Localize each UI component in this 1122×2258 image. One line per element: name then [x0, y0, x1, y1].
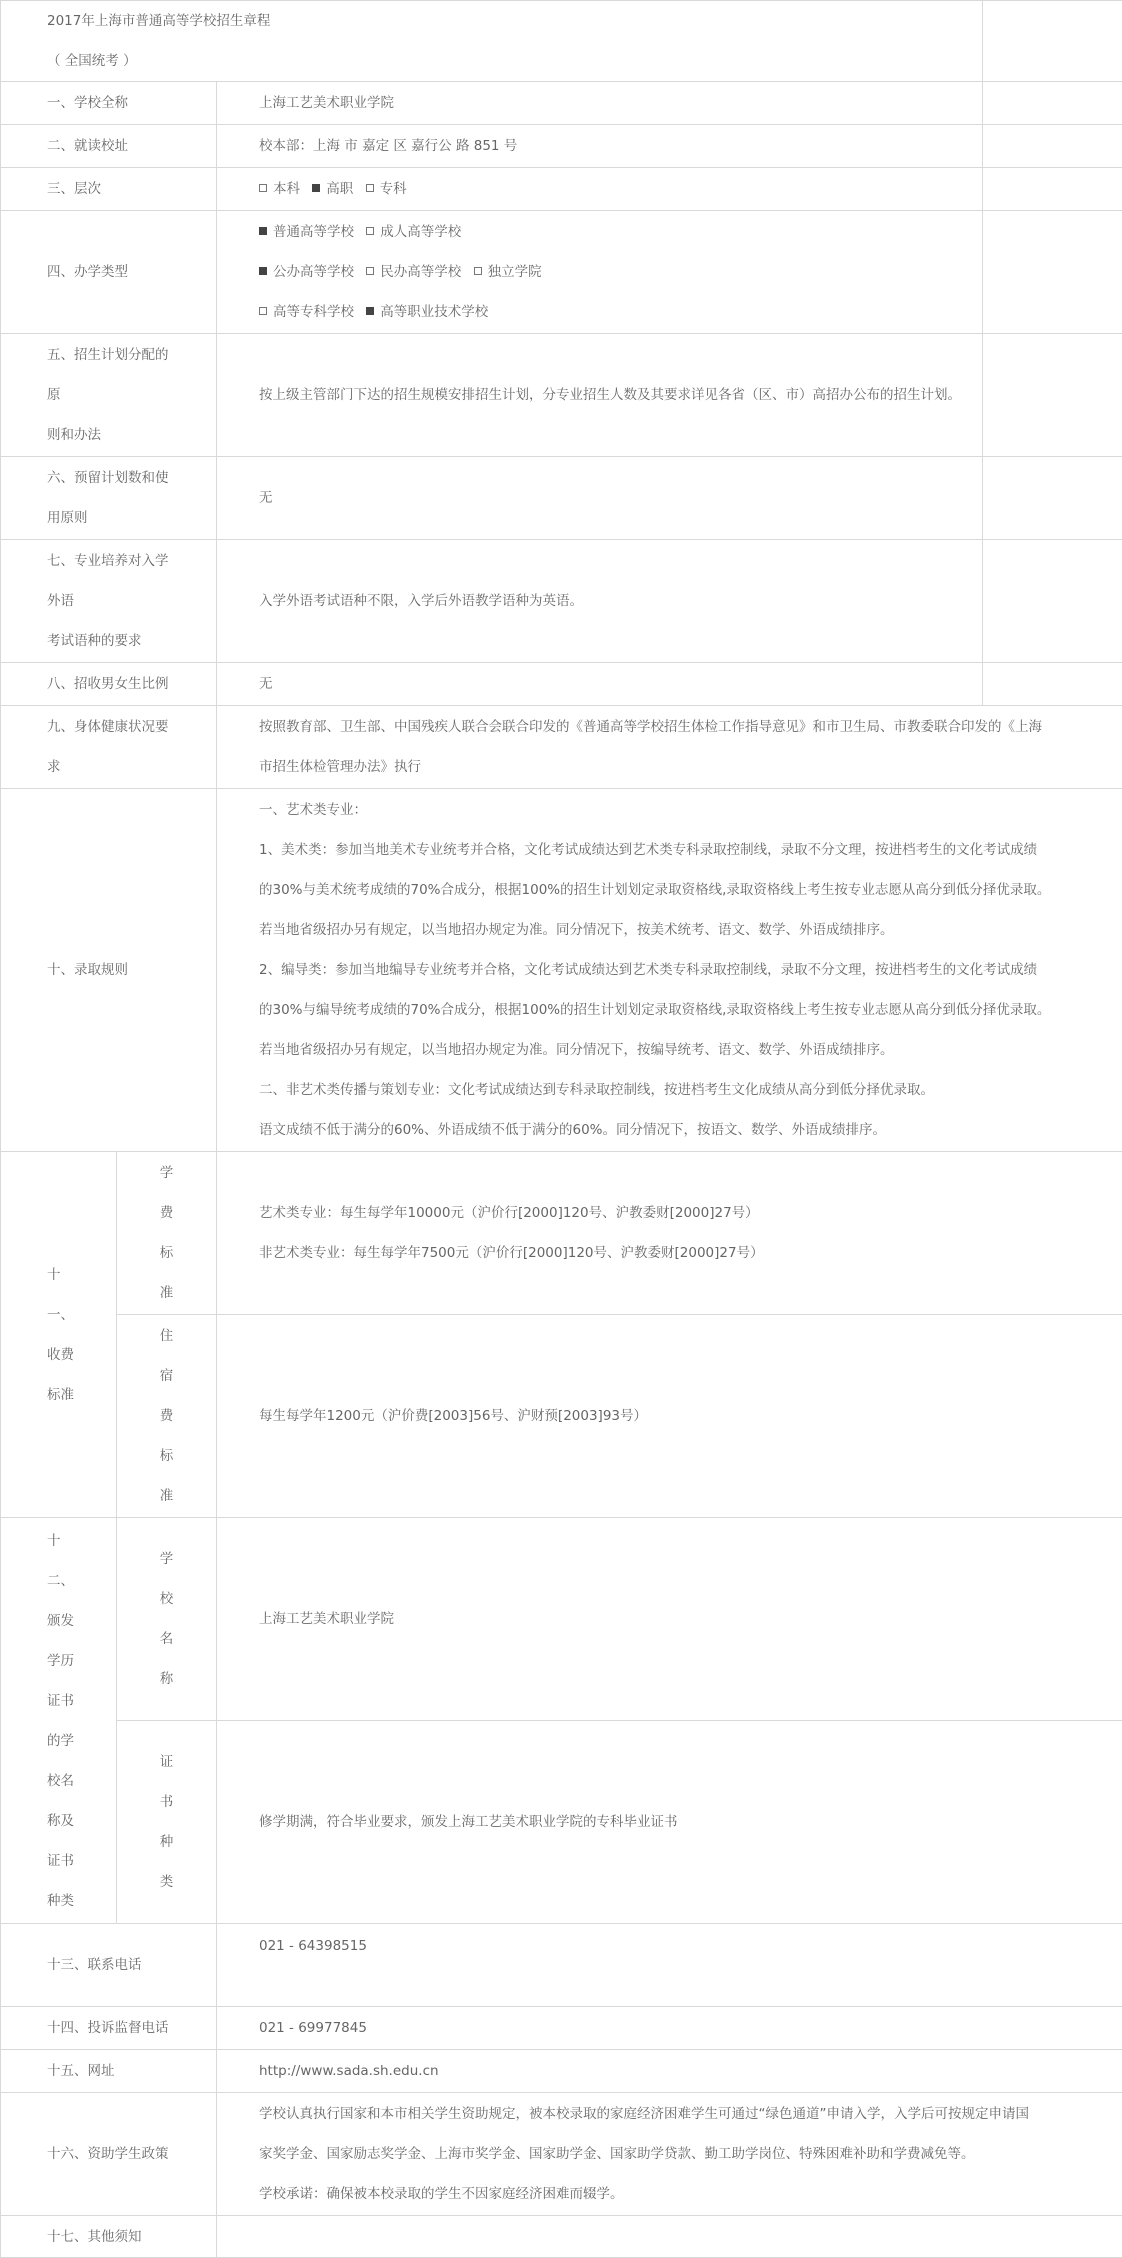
label-line: 证书 — [47, 1692, 74, 1709]
header-cell — [1, 1, 983, 82]
label-line: 原 — [47, 387, 61, 403]
row-label — [1, 334, 217, 457]
margin-cell — [983, 168, 1122, 211]
checkbox-icon — [366, 227, 374, 235]
checkbox-icon — [366, 267, 374, 275]
row-student-aid — [1, 2093, 1122, 2216]
margin-cell — [983, 334, 1122, 457]
website-link[interactable]: http://www.sada.sh.edu.cn — [217, 2050, 1122, 2093]
label-line: 标准 — [47, 1386, 74, 1403]
row-label — [1, 457, 217, 540]
language-requirement-value: 入学外语考试语种不限，入学后外语教学语种为英语。 — [217, 540, 983, 663]
label-char: 宿 — [159, 1368, 174, 1384]
row-label — [1, 1152, 117, 1518]
margin-cell — [983, 82, 1122, 125]
row-label: 十六、资助学生政策 — [1, 2093, 217, 2216]
label-line: 则和办法 — [47, 427, 101, 443]
label-line: 种类 — [47, 1892, 74, 1909]
text-line: 若当地省级招办另有规定，以当地招办规定为准。同分情况下，按美术统考、语文、数学、外语成绩排序。 — [259, 922, 894, 938]
label-line: 求 — [47, 759, 61, 775]
text-line: 1、美术类：参加当地美术专业统考并合格，文化考试成绩达到艺术类专科录取控制线，录取不分文理，按进档考生的文化考试成绩 — [259, 842, 1038, 858]
text-line: 2、编导类：参加当地编导专业统考并合格，文化考试成绩达到艺术类专科录取控制线，录取不分文理，按进档考生的文化考试成绩 — [259, 962, 1038, 978]
option-line — [259, 252, 982, 292]
row-label: 二、就读校址 — [1, 125, 217, 168]
row-fee-accommodation — [1, 1315, 1122, 1518]
plan-allocation-value: 按上级主管部门下达的招生规模安排招生计划，分专业招生人数及其要求详见各省（区、市）高招办公布的招生计划。 — [217, 334, 983, 457]
row-label: 八、招收男女生比例 — [1, 663, 217, 706]
option-label: 独立学院 — [487, 264, 542, 280]
row-label — [1, 706, 217, 789]
certificate-school-value: 上海工艺美术职业学院 — [217, 1518, 1122, 1721]
label-line: 的学 — [47, 1732, 74, 1749]
option-label: 高职 — [326, 181, 354, 197]
text-line: 市招生体检管理办法》执行 — [259, 759, 421, 775]
option-label: 成人高等学校 — [380, 224, 462, 240]
label-char: 称 — [159, 1671, 174, 1687]
label-char: 书 — [159, 1794, 174, 1810]
text-line: 艺术类专业：每生每学年10000元（沪价行[2000]120号、沪教委财[2000]27号） — [259, 1205, 759, 1221]
option-label: 普通高等学校 — [273, 224, 354, 240]
checkbox-option — [366, 181, 407, 197]
text-line: 的30%与编导统考成绩的70%合成分，根据100%的招生计划划定录取资格线,录取资格线上考生按专业志愿从高分到低分择优录取。 — [259, 1002, 1051, 1018]
row-label: 十三、联系电话 — [1, 1924, 217, 2007]
margin-cell — [983, 457, 1122, 540]
checkbox-icon — [259, 184, 267, 192]
row-label: 十四、投诉监督电话 — [1, 2007, 217, 2050]
text-line: 按照教育部、卫生部、中国残疾人联合会联合印发的《普通高等学校招生体检工作指导意见》和市卫生局、市教委联合印发的《上海 — [259, 719, 1042, 735]
row-certificate-type — [1, 1721, 1122, 1924]
checkbox-option — [312, 181, 353, 197]
row-label — [1, 540, 217, 663]
certificate-type-value: 修学期满，符合毕业要求，颁发上海工艺美术职业学院的专科毕业证书 — [217, 1721, 1122, 1924]
row-admission-rules — [1, 789, 1122, 1152]
row-label: 十七、其他须知 — [1, 2216, 217, 2258]
document-subtitle: （ 全国统考 ） — [47, 53, 137, 69]
label-line: 颁发 — [47, 1612, 74, 1629]
label-char: 证 — [159, 1754, 174, 1770]
label-char: 类 — [159, 1874, 174, 1890]
row-gender-ratio — [1, 663, 1122, 706]
margin-cell — [983, 1, 1122, 82]
admission-rules-value — [217, 789, 1122, 1152]
label-line: 六、预留计划数和使 — [47, 470, 169, 486]
checkbox-option — [366, 304, 488, 320]
row-complaint-phone — [1, 2007, 1122, 2050]
contact-phone-value: 021 - 64398515 — [217, 1924, 1122, 2007]
option-line — [259, 292, 982, 332]
option-label: 公办高等学校 — [273, 264, 354, 280]
row-other-notes — [1, 2216, 1122, 2258]
row-label: 三、层次 — [1, 168, 217, 211]
option-label: 高等专科学校 — [273, 304, 354, 320]
option-label: 本科 — [273, 181, 300, 197]
row-contact-phone — [1, 1924, 1122, 2007]
label-line: 一、 — [47, 1306, 74, 1323]
row-school-type — [1, 211, 1122, 334]
margin-cell — [983, 125, 1122, 168]
row-language-requirement — [1, 540, 1122, 663]
gender-ratio-value: 无 — [217, 663, 983, 706]
checkbox-option — [474, 264, 542, 280]
label-line: 九、身体健康状况要 — [47, 719, 169, 735]
label-line: 称及 — [47, 1812, 74, 1829]
label-char: 费 — [159, 1408, 174, 1424]
label-line: 七、专业培养对入学 — [47, 553, 169, 569]
sub-label-accommodation — [117, 1315, 217, 1518]
label-line: 二、 — [47, 1572, 74, 1589]
row-health-requirement — [1, 706, 1122, 789]
label-char: 学 — [159, 1165, 174, 1181]
label-char: 名 — [159, 1631, 174, 1647]
checkbox-checked-icon — [366, 307, 374, 315]
checkbox-option — [366, 224, 461, 240]
checkbox-icon — [366, 184, 374, 192]
campus-address-value: 校本部：上海 市 嘉定 区 嘉行公 路 851 号 — [217, 125, 983, 168]
row-fee-tuition — [1, 1152, 1122, 1315]
row-reserved-plan — [1, 457, 1122, 540]
margin-cell — [983, 663, 1122, 706]
checkbox-option — [259, 304, 354, 320]
label-line: 用原则 — [47, 510, 88, 526]
text-line: 语文成绩不低于满分的60%、外语成绩不低于满分的60%。同分情况下，按语文、数学、外语成绩排序。 — [259, 1122, 887, 1138]
label-line: 五、招生计划分配的 — [47, 347, 169, 363]
text-line: 学校承诺：确保被本校录取的学生不因家庭经济困难而辍学。 — [259, 2186, 624, 2202]
tuition-value — [217, 1152, 1122, 1315]
label-char: 准 — [159, 1285, 174, 1301]
label-line: 十 — [47, 1266, 61, 1283]
text-line: 学校认真执行国家和本市相关学生资助规定，被本校录取的家庭经济困难学生可通过“绿色通道”申请入学，入学后可按规定申请国 — [259, 2106, 1029, 2122]
label-char: 学 — [159, 1551, 174, 1567]
label-char: 标 — [159, 1448, 174, 1464]
text-line: 若当地省级招办另有规定，以当地招办规定为准。同分情况下，按编导统考、语文、数学、外语成绩排序。 — [259, 1042, 894, 1058]
label-char: 种 — [159, 1834, 174, 1850]
sub-label-tuition — [117, 1152, 217, 1315]
label-char: 校 — [159, 1591, 174, 1607]
row-label: 一、学校全称 — [1, 82, 217, 125]
reserved-plan-value: 无 — [217, 457, 983, 540]
checkbox-checked-icon — [259, 227, 267, 235]
option-label: 高等职业技术学校 — [380, 304, 489, 320]
sub-label-certificate-type — [117, 1721, 217, 1924]
text-line: 二、非艺术类传播与策划专业：文化考试成绩达到专科录取控制线，按进档考生文化成绩从高分到低分择优录取。 — [259, 1082, 934, 1098]
text-line: 一、艺术类专业： — [259, 802, 367, 818]
option-line — [259, 212, 982, 252]
document-title: 2017年上海市普通高等学校招生章程 — [47, 13, 271, 29]
row-school-name — [1, 82, 1122, 125]
other-notes-value — [217, 2216, 1122, 2258]
health-requirement-value — [217, 706, 1122, 789]
row-label: 四、办学类型 — [1, 211, 217, 334]
checkbox-checked-icon — [312, 184, 320, 192]
checkbox-option — [259, 224, 354, 240]
complaint-phone-value: 021 - 69977845 — [217, 2007, 1122, 2050]
checkbox-icon — [474, 267, 482, 275]
option-label: 民办高等学校 — [380, 264, 462, 280]
level-options — [217, 168, 983, 211]
label-line: 校名 — [47, 1772, 74, 1789]
row-website — [1, 2050, 1122, 2093]
label-char: 准 — [159, 1488, 174, 1504]
margin-cell — [983, 540, 1122, 663]
sub-label-school-name — [117, 1518, 217, 1721]
row-certificate-school — [1, 1518, 1122, 1721]
label-char: 标 — [159, 1245, 174, 1261]
text-line: 家奖学金、国家励志奖学金、上海市奖学金、国家助学金、国家助学贷款、勤工助学岗位、特殊困难补助和学费减免等。 — [259, 2146, 975, 2162]
school-type-options — [217, 211, 983, 334]
accommodation-value: 每生每学年1200元（沪价费[2003]56号、沪财预[2003]93号） — [217, 1315, 1122, 1518]
school-name-value: 上海工艺美术职业学院 — [217, 82, 983, 125]
label-line: 外语 — [47, 593, 74, 609]
text-line: 的30%与美术统考成绩的70%合成分，根据100%的招生计划划定录取资格线,录取资格线上考生按专业志愿从高分到低分择优录取。 — [259, 882, 1051, 898]
row-label: 十、录取规则 — [1, 789, 217, 1152]
label-char: 费 — [159, 1205, 174, 1221]
row-label — [1, 1518, 117, 1924]
margin-cell — [983, 211, 1122, 334]
label-char: 住 — [159, 1328, 174, 1344]
option-label: 专科 — [379, 181, 407, 197]
checkbox-option — [366, 264, 461, 280]
row-campus-address — [1, 125, 1122, 168]
checkbox-option — [259, 264, 354, 280]
checkbox-checked-icon — [259, 267, 267, 275]
label-line: 收费 — [47, 1346, 74, 1363]
header-row — [1, 1, 1122, 82]
row-plan-allocation — [1, 334, 1122, 457]
student-aid-value — [217, 2093, 1122, 2216]
label-line: 学历 — [47, 1652, 74, 1669]
text-line: 非艺术类专业：每生每学年7500元（沪价行[2000]120号、沪教委财[2000]27号） — [259, 1245, 764, 1261]
row-label: 十五、网址 — [1, 2050, 217, 2093]
label-line: 证书 — [47, 1852, 74, 1869]
checkbox-icon — [259, 307, 267, 315]
checkbox-option — [259, 181, 300, 197]
label-line: 考试语种的要求 — [47, 633, 142, 649]
label-line: 十 — [47, 1532, 61, 1549]
row-level — [1, 168, 1122, 211]
